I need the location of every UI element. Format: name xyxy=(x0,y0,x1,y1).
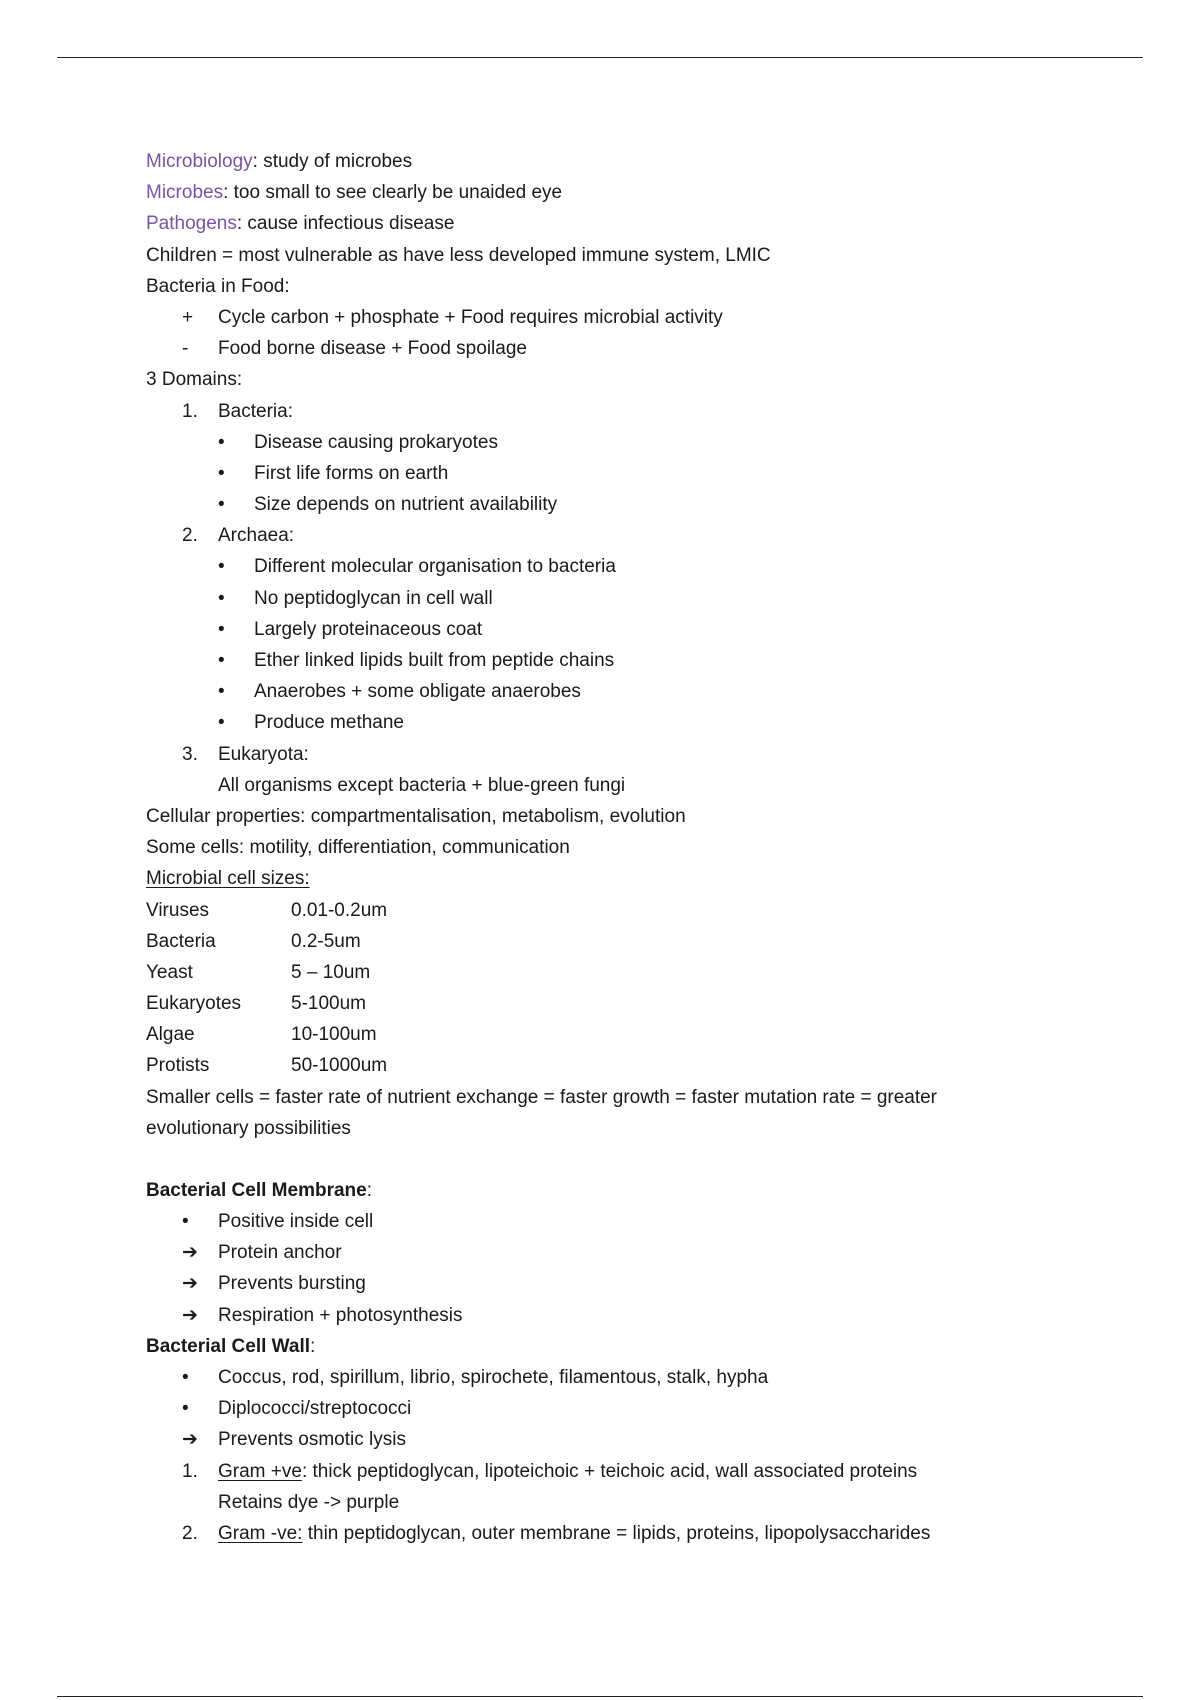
gram-text: : thick peptidoglycan, lipoteichoic + teichoic acid, wall associated proteins xyxy=(301,1460,918,1482)
gram-label: Gram +ve xyxy=(218,1460,302,1482)
bullet-item xyxy=(146,676,1026,707)
bullet-icon: • xyxy=(182,1366,189,1388)
domain-title: Bacteria: xyxy=(218,400,293,422)
size-row xyxy=(146,1019,1026,1050)
term: Pathogens xyxy=(146,213,237,235)
term-line xyxy=(146,146,1026,177)
list-number: 3. xyxy=(182,743,198,765)
bullet-icon: • xyxy=(218,494,225,516)
bullet-text: Disease causing prokaryotes xyxy=(254,431,498,453)
food-item-text: Food borne disease + Food spoilage xyxy=(218,338,527,360)
term-definition: : too small to see clearly be unaided eye xyxy=(223,182,563,204)
bottom-rule xyxy=(57,1696,1143,1697)
term-definition: : study of microbes xyxy=(252,151,413,172)
sizes-heading-text: Microbial cell sizes: xyxy=(146,868,310,890)
bullet-text: Different molecular organisation to bacteria xyxy=(254,556,616,578)
size-value: 10-100um xyxy=(291,1024,377,1046)
size-row xyxy=(146,926,1026,957)
bullet-icon: • xyxy=(218,556,225,578)
cellular-properties: Cellular properties: compartmentalisation, metabolism, evolution xyxy=(146,805,686,827)
bullet-text: First life forms on earth xyxy=(254,462,449,484)
gram-note: Retains dye -> purple xyxy=(218,1491,400,1513)
bullet-item xyxy=(146,427,1026,458)
size-value: 50-1000um xyxy=(291,1055,388,1077)
term-line xyxy=(146,177,1026,208)
bullet-icon: • xyxy=(218,650,225,671)
domain-item xyxy=(146,396,1026,427)
arrow-item xyxy=(146,1300,1026,1331)
arrow-right-icon: ➔ xyxy=(182,1242,198,1264)
bullet-text: Anaerobes + some obligate anaerobes xyxy=(254,681,581,703)
bullet-item xyxy=(146,551,1026,582)
children-line: Children = most vulnerable as have less developed immune system, LMIC xyxy=(146,244,771,266)
bullet-icon: • xyxy=(218,712,225,734)
term: Microbiology xyxy=(146,151,253,172)
food-item-text: Cycle carbon + phosphate + Food requires microbial activity xyxy=(218,306,723,328)
bullet-text: Coccus, rod, spirillum, librio, spirochete, filamentous, stalk, hypha xyxy=(218,1366,769,1388)
arrow-right-icon: ➔ xyxy=(182,1429,198,1451)
list-number: 2. xyxy=(182,525,198,547)
term-line xyxy=(146,208,1026,239)
bullet-item xyxy=(146,583,1026,614)
list-number: 1. xyxy=(182,1460,198,1482)
gram-item xyxy=(146,1518,1026,1549)
bullet-item xyxy=(146,614,1026,645)
arrow-text: Protein anchor xyxy=(218,1242,342,1264)
arrow-text: Prevents bursting xyxy=(218,1273,366,1295)
bullet-item xyxy=(146,1393,1026,1424)
heading-colon: : xyxy=(366,1179,372,1201)
sizes-summary: Smaller cells = faster rate of nutrient exchange = faster growth = faster mutation rate = greater xyxy=(146,1086,938,1108)
size-name: Algae xyxy=(146,1024,195,1046)
arrow-item xyxy=(146,1237,1026,1268)
bullet-item xyxy=(146,1206,1026,1237)
arrow-right-icon: ➔ xyxy=(182,1273,198,1295)
size-value: 5-100um xyxy=(291,993,366,1015)
bullet-icon: • xyxy=(218,681,225,703)
bullet-text: Produce methane xyxy=(254,712,404,734)
sizes-summary-cont: evolutionary possibilities xyxy=(146,1117,351,1139)
domains-heading: 3 Domains: xyxy=(146,369,243,391)
size-name: Protists xyxy=(146,1055,210,1077)
top-rule xyxy=(57,57,1143,58)
size-row xyxy=(146,988,1026,1019)
arrow-text: Respiration + photosynthesis xyxy=(218,1304,463,1326)
size-name: Eukaryotes xyxy=(146,993,242,1015)
size-value: 0.2-5um xyxy=(291,930,361,952)
bullet-text: Diplococci/streptococci xyxy=(218,1398,412,1420)
bullet-item xyxy=(146,645,1026,676)
term: Microbes xyxy=(146,182,224,204)
domain-title: Archaea: xyxy=(218,525,295,547)
list-number: 1. xyxy=(182,400,198,422)
domain-title: Eukaryota: xyxy=(218,743,309,765)
domain-note: All organisms except bacteria + blue-green fungi xyxy=(218,774,626,796)
bullet-icon: • xyxy=(218,462,225,484)
bullet-icon: • xyxy=(218,618,225,640)
bullet-text: Size depends on nutrient availability xyxy=(254,494,558,516)
size-name: Bacteria xyxy=(146,930,216,952)
membrane-heading xyxy=(146,1175,1026,1206)
gram-label: Gram -ve: xyxy=(218,1522,303,1544)
list-number: 2. xyxy=(182,1522,198,1544)
bullet-item xyxy=(146,458,1026,489)
size-name: Yeast xyxy=(146,961,193,983)
domain-item xyxy=(146,739,1026,770)
arrow-text: Prevents osmotic lysis xyxy=(218,1429,406,1451)
some-cells: Some cells: motility, differentiation, communication xyxy=(146,837,570,859)
domain-item xyxy=(146,520,1026,551)
arrow-item xyxy=(146,1424,1026,1455)
food-item xyxy=(146,302,1026,333)
bullet-text: Positive inside cell xyxy=(218,1211,374,1232)
gram-text: thin peptidoglycan, outer membrane = lipids, proteins, lipopolysaccharides xyxy=(302,1522,931,1544)
bullet-item xyxy=(146,1362,1026,1393)
notes-body xyxy=(146,146,1026,1549)
arrow-item xyxy=(146,1268,1026,1299)
wall-heading xyxy=(146,1331,1026,1362)
bullet-icon: • xyxy=(218,587,225,609)
food-heading: Bacteria in Food: xyxy=(146,275,290,297)
bullet-icon: • xyxy=(182,1398,189,1420)
size-value: 5 – 10um xyxy=(291,961,371,983)
bullet-icon: • xyxy=(182,1211,189,1232)
wall-heading-text: Bacterial Cell Wall xyxy=(146,1335,311,1357)
heading-colon: : xyxy=(310,1335,316,1357)
arrow-right-icon: ➔ xyxy=(182,1304,198,1326)
size-name: Viruses xyxy=(146,899,210,921)
size-row xyxy=(146,957,1026,988)
food-item xyxy=(146,333,1026,364)
plus-marker: + xyxy=(182,306,194,328)
bullet-item xyxy=(146,489,1026,520)
sizes-heading xyxy=(146,863,1026,894)
minus-marker: - xyxy=(182,338,189,360)
bullet-text: Ether linked lipids built from peptide chains xyxy=(254,650,615,671)
bullet-item xyxy=(146,707,1026,738)
size-row xyxy=(146,1050,1026,1081)
size-row xyxy=(146,895,1026,926)
term-definition: : cause infectious disease xyxy=(236,213,455,235)
bullet-text: No peptidoglycan in cell wall xyxy=(254,587,493,609)
gram-item xyxy=(146,1456,1026,1487)
membrane-heading-text: Bacterial Cell Membrane xyxy=(146,1179,367,1201)
bullet-text: Largely proteinaceous coat xyxy=(254,618,483,640)
bullet-icon: • xyxy=(218,431,225,453)
size-value: 0.01-0.2um xyxy=(291,899,388,921)
